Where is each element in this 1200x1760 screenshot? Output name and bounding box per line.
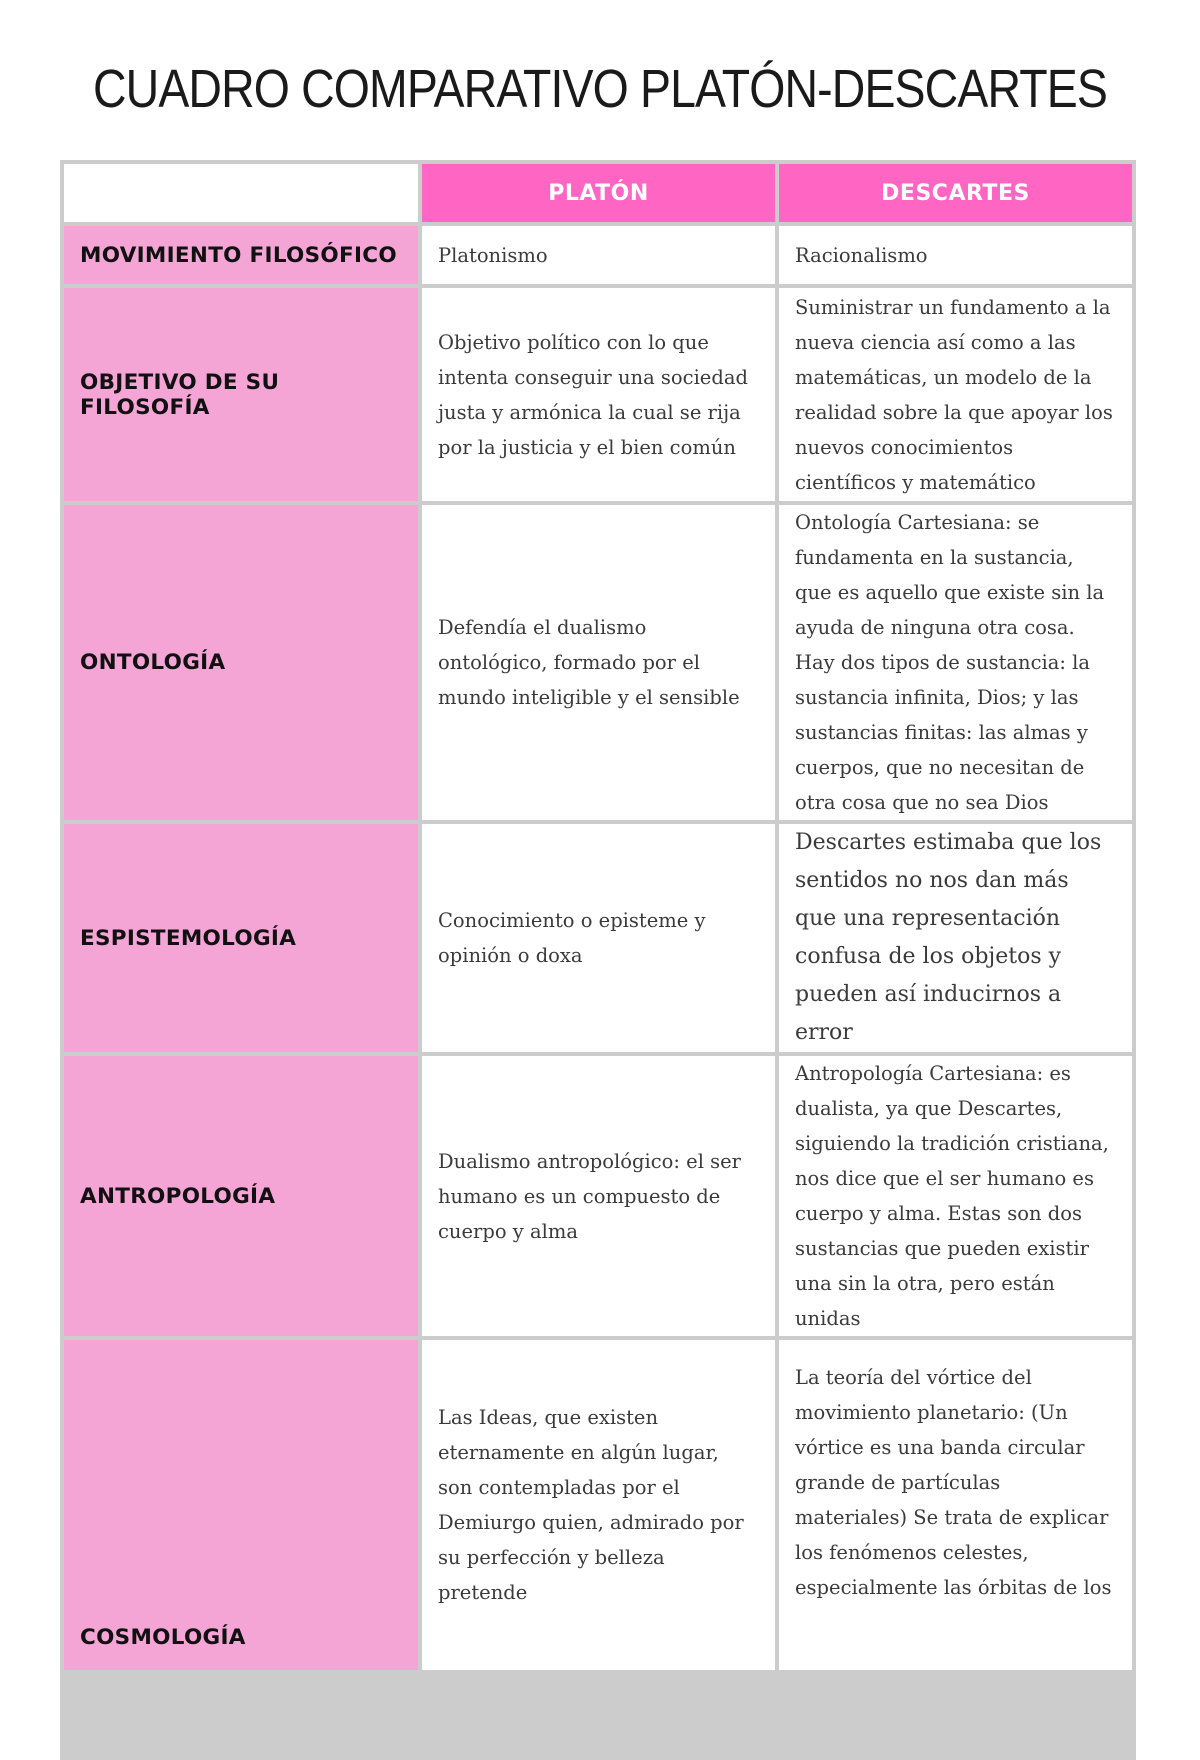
cell-platon-antropologia: Dualismo antropológico: el ser humano es un compuesto de cuerpo y alma — [422, 1056, 775, 1336]
column-header-platon: PLATÓN — [422, 164, 775, 222]
table-row — [64, 1056, 1132, 1336]
row-label-antropologia: ANTROPOLOGÍA — [64, 1056, 418, 1336]
cell-descartes-cosmologia: La teoría del vórtice del movimiento planetario: (Un vórtice es una banda circular grande de partículas materiales) Se trata de explicar los fenómenos celestes, especialmente las órbitas de los — [779, 1340, 1132, 1670]
table-row — [64, 505, 1132, 820]
cell-platon-ontologia: Defendía el dualismo ontológico, formado por el mundo inteligible y el sensible — [422, 505, 775, 820]
cell-platon-epistemologia: Conocimiento o episteme y opinión o doxa — [422, 824, 775, 1052]
cell-descartes-movimiento: Racionalismo — [779, 226, 1132, 284]
cell-descartes-antropologia: Antropología Cartesiana: es dualista, ya que Descartes, siguiendo la tradición cristiana, nos dice que el ser humano es cuerpo y alma. Estas son dos sustancias que pueden existir una sin la otra, pero están unidas — [779, 1056, 1132, 1336]
row-label-objetivo: OBJETIVO DE SU FILOSOFÍA — [64, 288, 418, 501]
cell-platon-objetivo: Objetivo político con lo que intenta conseguir una sociedad justa y armónica la cual se rija por la justicia y el bien común — [422, 288, 775, 501]
cell-descartes-epistemologia: Descartes estimaba que los sentidos no nos dan más que una representación confusa de los objetos y pueden así inducirnos a error — [779, 824, 1132, 1052]
cell-platon-movimiento: Platonismo — [422, 226, 775, 284]
table-row — [64, 824, 1132, 1052]
corner-cell — [64, 164, 418, 222]
row-label-epistemologia: ESPISTEMOLOGÍA — [64, 824, 418, 1052]
cell-platon-cosmologia: Las Ideas, que existen eternamente en algún lugar, son contempladas por el Demiurgo quien, admirado por su perfección y belleza pretende — [422, 1340, 775, 1670]
cell-descartes-ontologia: Ontología Cartesiana: se fundamenta en la sustancia, que es aquello que existe sin la ayuda de ninguna otra cosa. Hay dos tipos de sustancia: la sustancia infinita, Dios; y las sustancias finitas: las almas y cuerpos, que no necesitan de otra cosa que no sea Dios — [779, 505, 1132, 820]
header-row — [64, 164, 1132, 222]
comparison-table-frame — [60, 160, 1136, 1760]
table-row — [64, 226, 1132, 284]
row-label-movimiento: MOVIMIENTO FILOSÓFICO — [64, 226, 418, 284]
cell-descartes-objetivo: Suministrar un fundamento a la nueva ciencia así como a las matemáticas, un modelo de la realidad sobre la que apoyar los nuevos conocimientos científicos y matemático — [779, 288, 1132, 501]
row-label-cosmologia: COSMOLOGÍA — [64, 1340, 418, 1670]
page-title: CUADRO COMPARATIVO PLATÓN-DESCARTES — [92, 59, 1108, 119]
column-header-descartes: DESCARTES — [779, 164, 1132, 222]
row-label-ontologia: ONTOLOGÍA — [64, 505, 418, 820]
comparison-table — [60, 160, 1136, 1674]
table-row — [64, 1340, 1132, 1670]
table-row — [64, 288, 1132, 501]
